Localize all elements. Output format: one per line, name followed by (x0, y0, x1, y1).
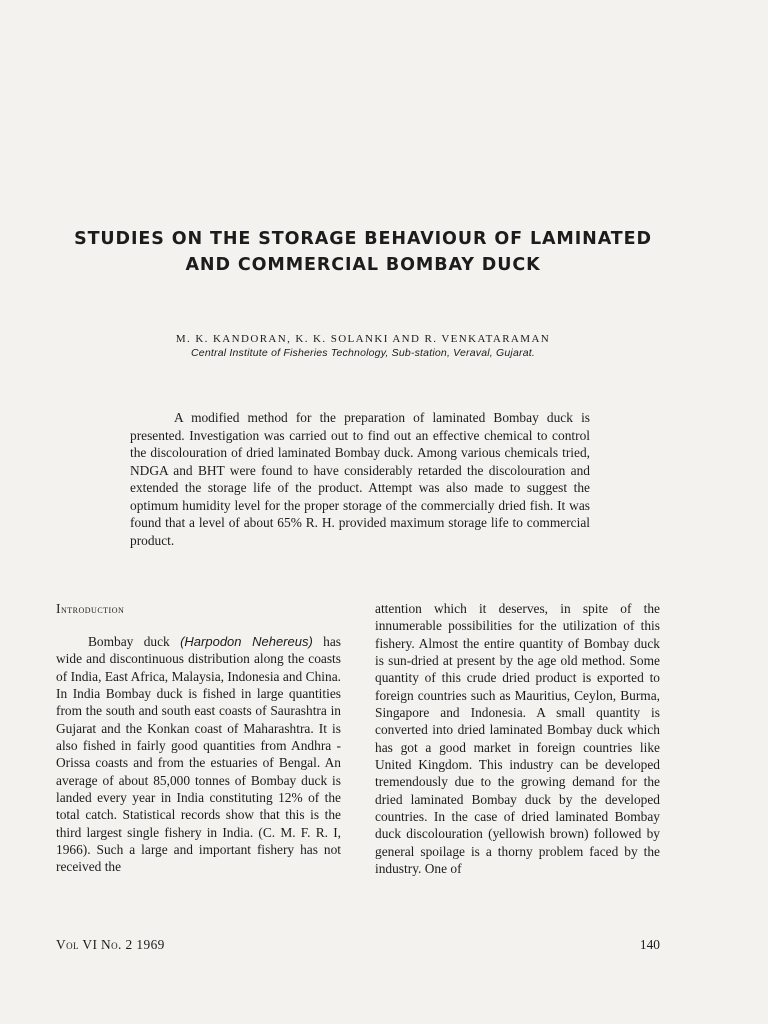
left-column (56, 600, 341, 876)
section-heading-introduction: Introduction (56, 601, 125, 616)
volume-label: Vol VI No. 2 (56, 937, 133, 952)
intro-body-left: has wide and discontinuous distribution along the coasts of India, East Africa, Malaysia, Indonesia and China. In India Bombay duck is fished in large quantities from the south and south east coasts of Saurashtra in Gujarat and the Konkan coast of Maharashtra. It is also fished in fairly good quantities from Andhra - Orissa coasts and from the estuaries of Bengal. An average of about 85,000 tonnes of Bombay duck is landed every year in India constituting 12% of the total catch. Statistical records show that this is the third largest single fishery in India. (C. M. F. R. I, 1966). Such a large and important fishery has not received the (56, 634, 341, 875)
page-number: 140 (639, 937, 660, 952)
article-title (0, 226, 726, 278)
author-affiliation: Central Institute of Fisheries Technology, Sub-station, Veraval, Gujarat. (191, 347, 535, 359)
author-list: M. K. KANDORAN, K. K. SOLANKI AND R. VENKATARAMAN (175, 333, 551, 345)
species-name: (Harpodon Nehereus) (180, 634, 313, 649)
journal-volume-footer (56, 937, 165, 953)
abstract: A modified method for the preparation of laminated Bombay duck is presented. Investigation was carried out to find out an effective chemical to control the discolouration of dried laminated Bombay duck. Among various chemicals tried, NDGA and BHT were found to have considerably retarded the discolouration and extended the storage life of the product. Attempt was also made to suggest the optimum humidity level for the proper storage of the commercially dried fish. It was found that a level of about 65% R. H. provided maximum storage life to commercial product. (130, 410, 590, 548)
introduction-paragraph (56, 633, 341, 876)
intro-body-right: attention which it deserves, in spite of the innumerable possibilities for the utilization of this fishery. Almost the entire quantity of Bombay duck is sun-dried at present by the age old method. Some quantity of this crude dried product is exported to foreign countries such as Mauritius, Ceylon, Burma, Singapore and Indonesia. A small quantity is converted into dried laminated Bombay duck which has got a good market in foreign countries like United Kingdom. This industry can be developed tremendously due to the growing demand for the dried laminated Bombay duck by the developed countries. In the case of dried laminated Bombay duck discolouration (yellowish brown) followed by general spoilage is a thorny problem faced by the industry. One of (375, 601, 660, 877)
title-line-1: STUDIES ON THE STORAGE BEHAVIOUR OF LAMINATED (74, 229, 652, 249)
right-column (375, 600, 660, 878)
intro-lead: Bombay duck (88, 634, 181, 649)
volume-year: 1969 (136, 937, 165, 952)
title-line-2: AND COMMERCIAL BOMBAY DUCK (185, 255, 541, 275)
